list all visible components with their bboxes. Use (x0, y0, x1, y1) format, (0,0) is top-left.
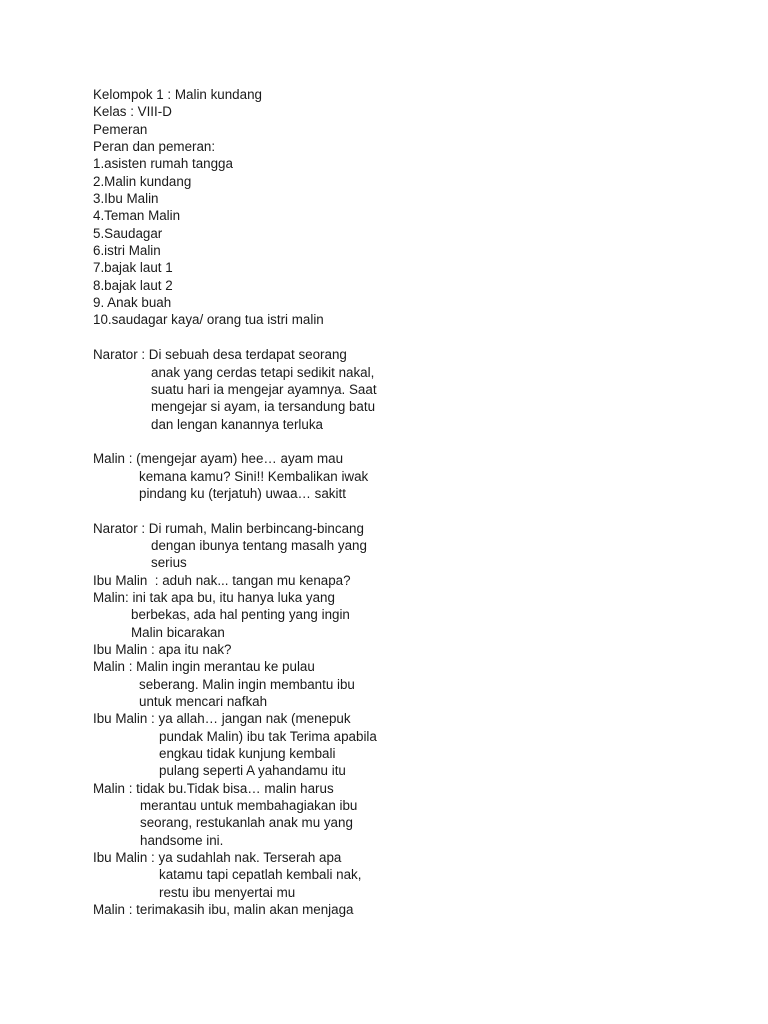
dialogue-line: Ibu Malin : ya allah… jangan nak (menepuk (93, 711, 351, 727)
role-item: 4.Teman Malin (93, 208, 181, 224)
dialogue-line: mengejar si ayam, ia tersandung batu (151, 399, 376, 415)
dialogue-line: Malin : (mengejar ayam) hee… ayam mau (93, 451, 344, 467)
dialogue-line: pulang seperti A yahandamu itu (159, 763, 346, 779)
dialogue-line: dengan ibunya tentang masalh yang (151, 537, 367, 553)
role-item: 8.bajak laut 2 (93, 277, 173, 293)
dialogue-line: Ibu Malin : apa itu nak? (93, 642, 232, 657)
roles-title: Peran dan pemeran: (93, 139, 216, 155)
spacer (93, 329, 713, 346)
dialogue-line: Ibu Malin : ya sudahlah nak. Terserah apa (93, 850, 342, 866)
dialogue-line: seberang. Malin ingin membantu ibu (139, 676, 355, 692)
dialogue-line: Malin : tidak bu.Tidak bisa… malin harus (93, 780, 334, 796)
dialogue-line: seorang, restukanlah anak mu yang (140, 815, 353, 831)
dialogue-line: berbekas, ada hal penting yang ingin (131, 607, 350, 623)
dialogue-line: serius (151, 555, 187, 571)
dialogue-line: katamu tapi cepatlah kembali nak, (159, 867, 362, 883)
role-item: 7.bajak laut 1 (93, 260, 173, 276)
spacer (93, 433, 713, 450)
dialogue-line: Malin bicarakan (131, 624, 225, 640)
dialogue-line: merantau untuk membahagiakan ibu (140, 798, 358, 814)
dialogue-line: kemana kamu? Sini!! Kembalikan iwak (139, 468, 369, 484)
role-item: 1.asisten rumah tangga (93, 156, 233, 172)
role-item: 6.istri Malin (93, 243, 161, 259)
dialogue-line: engkau tidak kunjung kembali (159, 746, 336, 762)
dialogue-line: handsome ini. (140, 832, 224, 848)
document-body (93, 86, 713, 919)
cast-title: Pemeran (93, 121, 148, 137)
dialogue-line: restu ibu menyertai mu (159, 884, 296, 900)
dialogue-line: Narator : Di sebuah desa terdapat seorang (93, 347, 347, 363)
role-item: 9. Anak buah (93, 295, 172, 311)
role-item: 2.Malin kundang (93, 173, 192, 189)
spacer (93, 502, 713, 519)
role-item: 3.Ibu Malin (93, 191, 159, 207)
group-heading: Kelompok 1 : Malin kundang (93, 87, 262, 102)
dialogue-line: suatu hari ia mengejar ayamnya. Saat (151, 381, 377, 397)
dialogue-line: Malin: ini tak apa bu, itu hanya luka yang (93, 589, 335, 605)
dialogue-line: untuk mencari nafkah (139, 694, 268, 710)
dialogue-line: Malin : terimakasih ibu, malin akan menjaga (93, 902, 354, 918)
dialogue-line: Malin : Malin ingin merantau ke pulau (93, 659, 315, 675)
dialogue-line: pindang ku (terjatuh) uwaa… sakitt (139, 485, 346, 501)
dialogue-line: Narator : Di rumah, Malin berbincang-bincang (93, 520, 364, 536)
class-heading: Kelas : VIII-D (93, 104, 172, 120)
dialogue-line: pundak Malin) ibu tak Terima apabila (159, 728, 377, 744)
dialogue-line: anak yang cerdas tetapi sedikit nakal, (151, 364, 375, 380)
dialogue-line: Ibu Malin : aduh nak... tangan mu kenapa? (93, 572, 351, 588)
role-item: 5.Saudagar (93, 225, 163, 241)
role-item: 10.saudagar kaya/ orang tua istri malin (93, 312, 324, 328)
dialogue-line: dan lengan kanannya terluka (151, 416, 323, 432)
